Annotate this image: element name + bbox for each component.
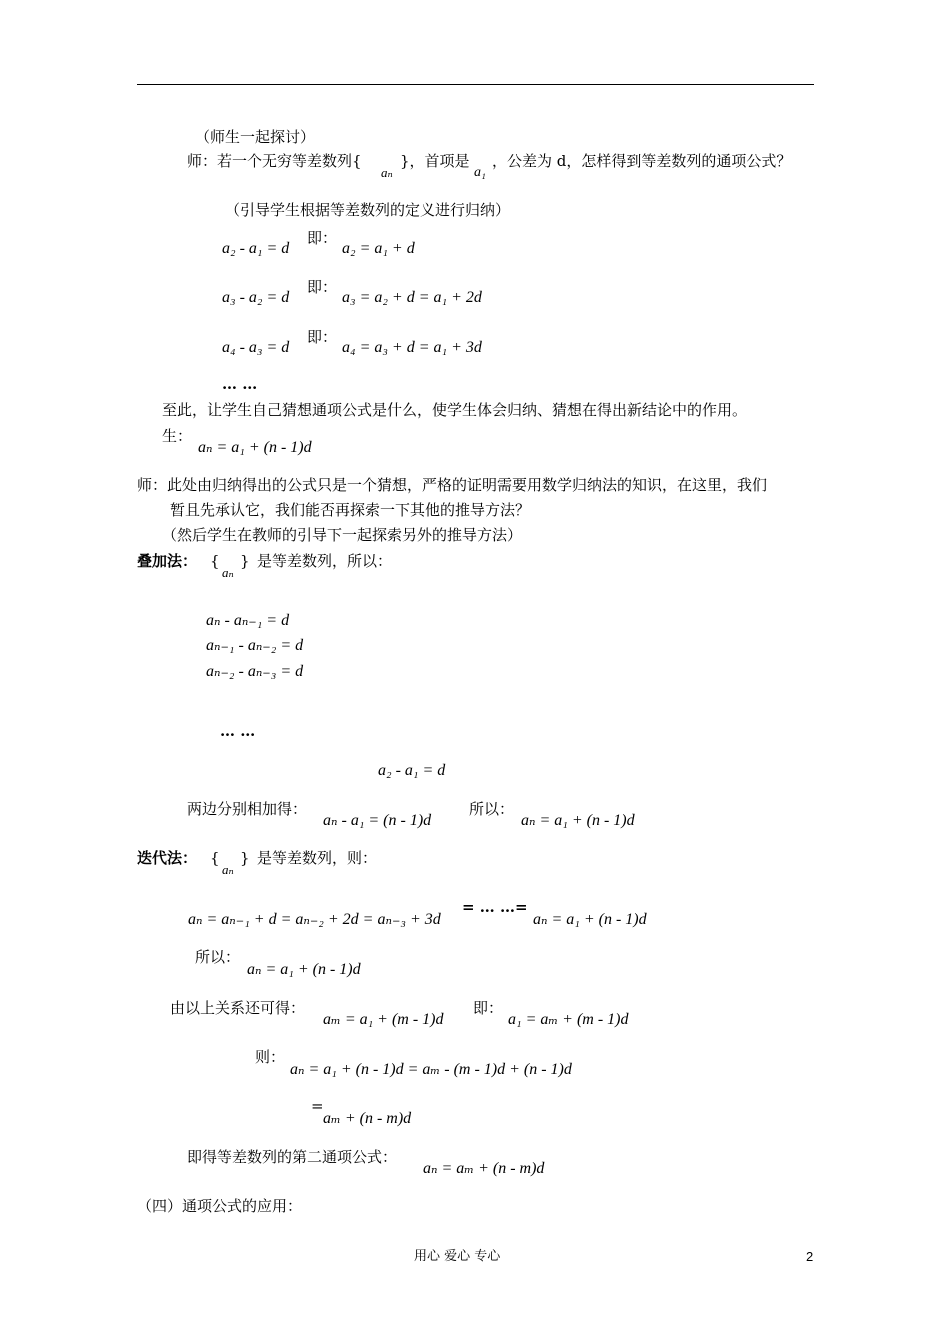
para-second-formula: 即得等差数列的第二通项公式： xyxy=(187,1148,398,1166)
label-ji-2: 即： xyxy=(307,278,338,296)
text-add-tail: 是等差数列，所以： xyxy=(257,552,393,570)
para-conjecture: 至此，让学生自己猜想通项公式是什么，使学生体会归纳、猜想在得出新结论中的作用。 xyxy=(162,401,748,419)
para-explore: （然后学生在教师的引导下一起探索另外的推导方法） xyxy=(162,526,523,544)
ellipsis-2: … … xyxy=(220,722,256,740)
footer-text: 用心 爱心 专心 xyxy=(414,1249,501,1264)
para-add-both: 两边分别相加得： xyxy=(187,800,308,818)
formula-row3-left: a₄ - a₃ = d xyxy=(222,339,290,356)
formula-general: aₙ = a₁ + (n - 1)d xyxy=(198,439,312,456)
brace-right-2: } xyxy=(240,849,250,867)
formula-sum-4: a₂ - a₁ = d xyxy=(378,762,446,779)
formula-a1: a₁ xyxy=(474,165,486,180)
formula-an-add: aₙ xyxy=(222,565,234,580)
text-iter-tail: 是等差数列，则： xyxy=(257,849,378,867)
formula-sum-3: aₙ₋₂ - aₙ₋₃ = d xyxy=(206,663,304,680)
equals-sign: = xyxy=(311,1097,324,1115)
brace-left-2: { xyxy=(210,849,220,867)
formula-row2-left: a₃ - a₂ = d xyxy=(222,289,290,306)
heading-application: （四）通项公式的应用： xyxy=(137,1197,303,1215)
formula-general-2: aₙ = a₁ + (n - 1)d xyxy=(521,812,635,829)
formula-second: aₙ = aₘ + (n - m)d xyxy=(423,1160,545,1177)
para-discussion: （师生一起探讨） xyxy=(195,128,316,146)
formula-iteration: aₙ = aₙ₋₁ + d = aₙ₋₂ + 2d = aₙ₋₃ + 3d xyxy=(188,911,441,928)
page-number: 2 xyxy=(806,1249,814,1264)
para-also: 由以上关系还可得： xyxy=(170,999,306,1017)
formula-final: aₘ + (n - m)d xyxy=(323,1110,412,1127)
formula-an: aₙ xyxy=(381,165,393,180)
formula-general-3: aₙ = a₁ + (n - 1)d xyxy=(247,961,361,978)
formula-sum-2: aₙ₋₁ - aₙ₋₂ = d xyxy=(206,637,304,654)
formula-row3-right: a₄ = a₃ + d = a₁ + 3d xyxy=(342,339,482,356)
formula-row2-right: a₃ = a₂ + d = a₁ + 2d xyxy=(342,289,482,306)
label-ji-3: 即： xyxy=(307,328,338,346)
heading-iteration-method: 迭代法： xyxy=(137,849,198,867)
label-ji-1: 即： xyxy=(307,229,338,247)
label-suoyi-1: 所以： xyxy=(469,800,515,818)
formula-chain: aₙ = a₁ + (n - 1)d = aₘ - (m - 1)d + (n - 1)d xyxy=(290,1061,572,1078)
formula-iteration-end: aₙ = a₁ + (n - 1)d xyxy=(533,911,647,928)
formula-sum-result: aₙ - a₁ = (n - 1)d xyxy=(323,812,432,829)
para-guide: （引导学生根据等差数列的定义进行归纳） xyxy=(225,201,511,219)
label-ji-4: 即： xyxy=(473,999,504,1017)
label-ze: 则： xyxy=(255,1048,286,1066)
brace-right-1: } xyxy=(240,552,250,570)
formula-a1-am: a₁ = aₘ + (m - 1)d xyxy=(508,1011,629,1028)
formula-am: aₘ = a₁ + (m - 1)d xyxy=(323,1011,444,1028)
formula-row1-right: a₂ = a₁ + d xyxy=(342,240,415,257)
para-teacher-proof-b: 暂且先承认它，我们能否再探索一下其他的推导方法？ xyxy=(170,501,531,519)
header-rule xyxy=(137,84,814,85)
para-teacher-question-b: }，首项是 xyxy=(400,152,470,170)
brace-left-1: { xyxy=(210,552,220,570)
ellipsis-1: … … xyxy=(222,375,258,393)
label-student: 生： xyxy=(162,427,193,445)
heading-addition-method: 叠加法： xyxy=(137,552,198,570)
formula-row1-left: a₂ - a₁ = d xyxy=(222,240,290,257)
para-teacher-proof-a: 师：此处由归纳得出的公式只是一个猜想，严格的证明需要用数学归纳法的知识，在这里，我们 xyxy=(137,476,768,494)
para-teacher-question-a: 师：若一个无穷等差数列{ xyxy=(187,152,362,170)
para-teacher-question-c: ，公差为 d，怎样得到等差数列的通项公式？ xyxy=(492,152,792,170)
label-suoyi-2: 所以： xyxy=(195,948,241,966)
formula-sum-1: aₙ - aₙ₋₁ = d xyxy=(206,612,290,629)
formula-an-iter: aₙ xyxy=(222,862,234,877)
iteration-equals-ellipsis: = … …= xyxy=(462,898,528,916)
